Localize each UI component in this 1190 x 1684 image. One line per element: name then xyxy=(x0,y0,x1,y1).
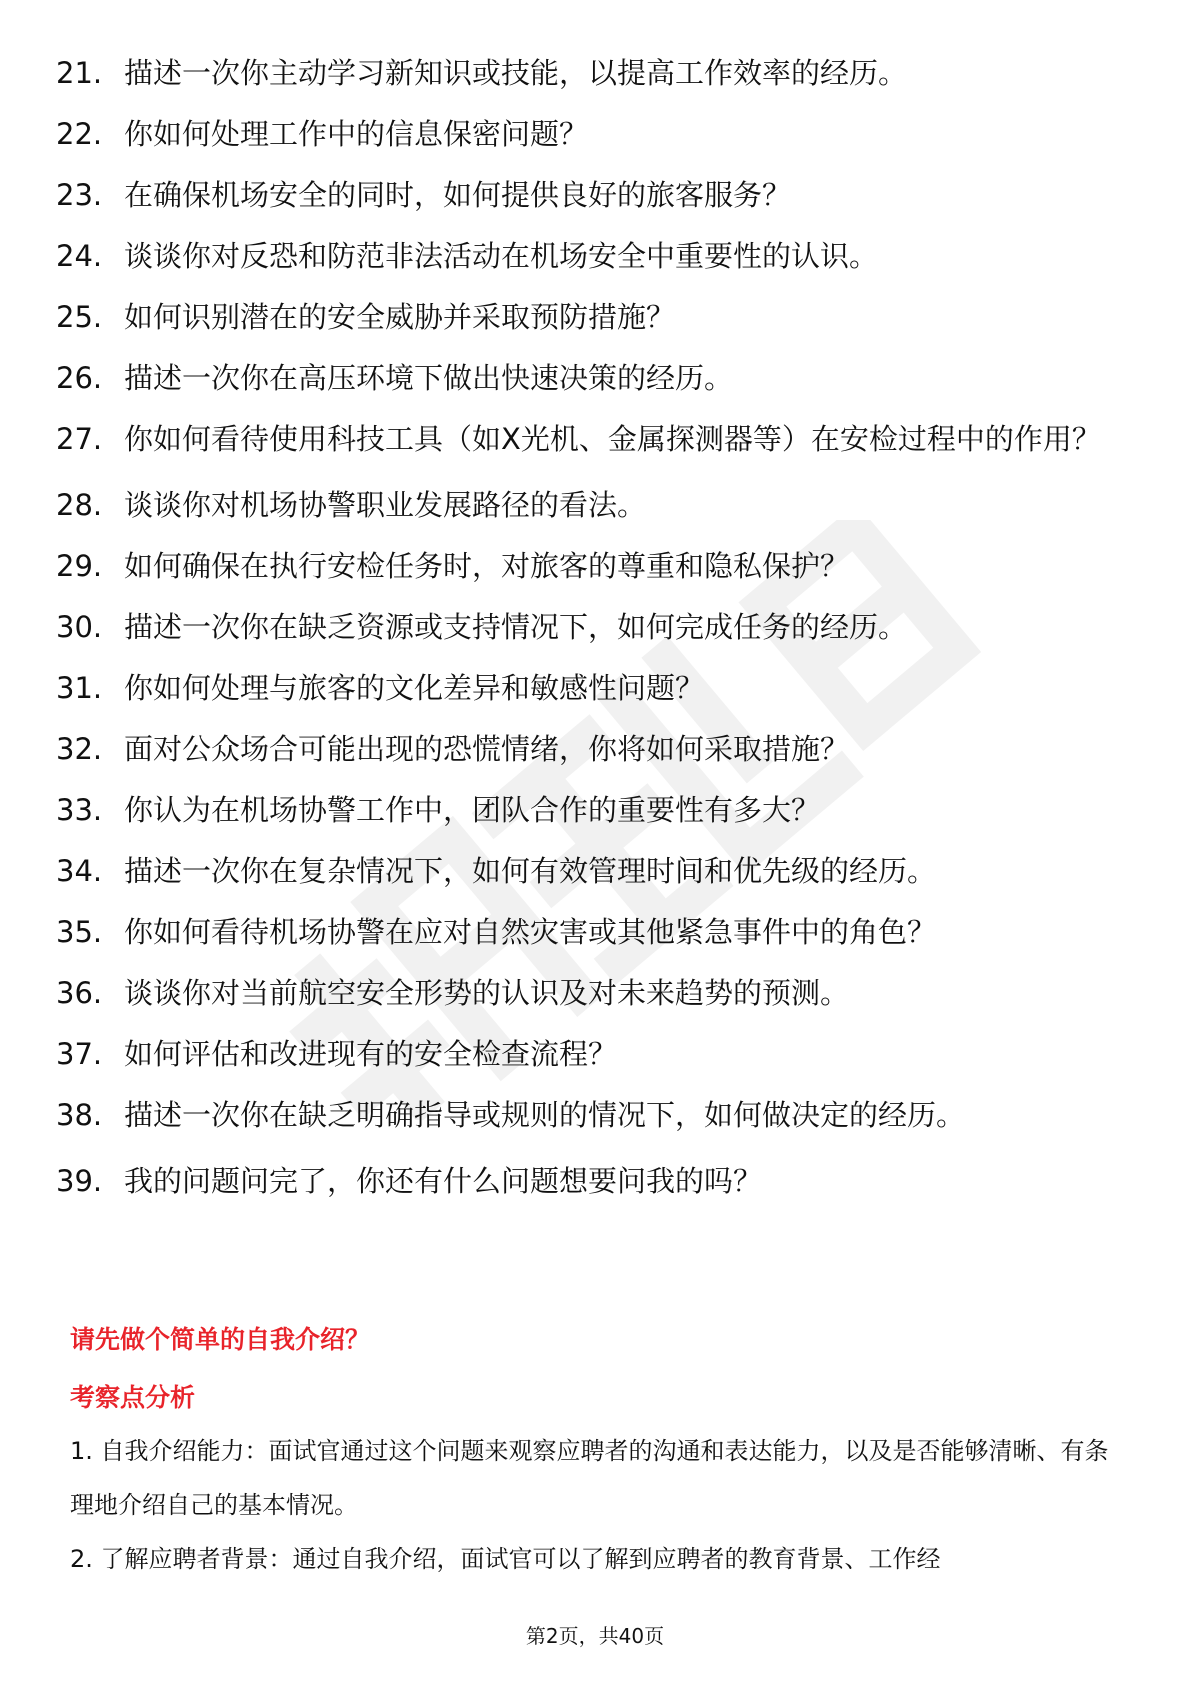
question-text: 谈谈你对反恐和防范非法活动在机场安全中重要性的认识。 xyxy=(124,239,879,273)
list-item xyxy=(56,357,1116,399)
list-item xyxy=(56,418,1116,460)
question-text: 如何确保在执行安检任务时，对旅客的尊重和隐私保护？ xyxy=(124,549,850,583)
list-item xyxy=(56,484,1116,526)
list-item xyxy=(56,789,1116,831)
question-number: 33. xyxy=(56,793,103,827)
question-number: 31. xyxy=(56,671,103,705)
list-item xyxy=(56,174,1116,216)
question-number: 38. xyxy=(56,1098,103,1132)
question-number: 26. xyxy=(56,361,103,395)
question-number: 21. xyxy=(56,56,103,90)
list-item xyxy=(56,667,1116,709)
question-number: 25. xyxy=(56,300,103,334)
question-text: 你认为在机场协警工作中，团队合作的重要性有多大？ xyxy=(124,793,821,827)
list-item xyxy=(56,545,1116,587)
list-item xyxy=(56,606,1116,648)
list-item xyxy=(56,296,1116,338)
question-text: 你如何处理工作中的信息保密问题？ xyxy=(124,117,589,151)
question-text: 描述一次你在高压环境下做出快速决策的经历。 xyxy=(124,361,734,395)
subheading-block xyxy=(70,1380,1120,1416)
question-text: 你如何看待使用科技工具（如X光机、金属探测器等）在安检过程中的作用？ xyxy=(124,422,1101,456)
question-list xyxy=(56,52,1116,1221)
question-text: 描述一次你在复杂情况下，如何有效管理时间和优先级的经历。 xyxy=(124,854,937,888)
question-text: 谈谈你对机场协警职业发展路径的看法。 xyxy=(124,488,647,522)
question-number: 23. xyxy=(56,178,103,212)
question-number: 27. xyxy=(56,422,103,456)
question-text: 如何评估和改进现有的安全检查流程？ xyxy=(124,1037,618,1071)
list-item xyxy=(56,972,1116,1014)
question-text: 面对公众场合可能出现的恐慌情绪，你将如何采取措施？ xyxy=(124,732,850,766)
question-text: 我的问题问完了，你还有什么问题想要问我的吗？ xyxy=(124,1164,763,1198)
section-heading-block xyxy=(70,1322,1120,1358)
question-text: 如何识别潜在的安全威胁并采取预防措施？ xyxy=(124,300,676,334)
list-item xyxy=(56,911,1116,953)
question-number: 39. xyxy=(56,1164,103,1198)
list-item xyxy=(56,52,1116,94)
analysis-point: 2. 了解应聘者背景：通过自我介绍，面试官可以了解到应聘者的教育背景、工作经 xyxy=(70,1545,941,1573)
question-number: 28. xyxy=(56,488,103,522)
list-item xyxy=(56,728,1116,770)
analysis-subheading: 考察点分析 xyxy=(70,1383,196,1412)
section-heading: 请先做个简单的自我介绍？ xyxy=(70,1325,371,1354)
list-item xyxy=(56,850,1116,892)
question-number: 32. xyxy=(56,732,103,766)
question-text: 描述一次你主动学习新知识或技能，以提高工作效率的经历。 xyxy=(124,56,908,90)
question-text: 谈谈你对当前航空安全形势的认识及对未来趋势的预测。 xyxy=(124,976,850,1010)
analysis-point: 1. 自我介绍能力：面试官通过这个问题来观察应聘者的沟通和表达能力，以及是否能够清晰、有条理地介绍自己的基本情况。 xyxy=(70,1437,1109,1519)
page-number: 第2页，共40页 xyxy=(525,1624,665,1648)
question-text: 在确保机场安全的同时，如何提供良好的旅客服务？ xyxy=(124,178,792,212)
question-number: 37. xyxy=(56,1037,103,1071)
list-item xyxy=(56,1033,1116,1075)
list-item xyxy=(56,113,1116,155)
question-number: 34. xyxy=(56,854,103,888)
question-number: 30. xyxy=(56,610,103,644)
question-number: 24. xyxy=(56,239,103,273)
question-text: 你如何看待机场协警在应对自然灾害或其他紧急事件中的角色？ xyxy=(124,915,937,949)
question-number: 35. xyxy=(56,915,103,949)
question-number: 36. xyxy=(56,976,103,1010)
list-item xyxy=(56,235,1116,277)
question-text: 描述一次你在缺乏明确指导或规则的情况下，如何做决定的经历。 xyxy=(124,1098,966,1132)
list-item xyxy=(56,1160,1116,1202)
list-item xyxy=(56,1094,1116,1136)
question-text: 你如何处理与旅客的文化差异和敏感性问题？ xyxy=(124,671,705,705)
question-number: 22. xyxy=(56,117,103,151)
question-text: 描述一次你在缺乏资源或支持情况下，如何完成任务的经历。 xyxy=(124,610,908,644)
analysis-points xyxy=(70,1424,1120,1586)
question-number: 29. xyxy=(56,549,103,583)
